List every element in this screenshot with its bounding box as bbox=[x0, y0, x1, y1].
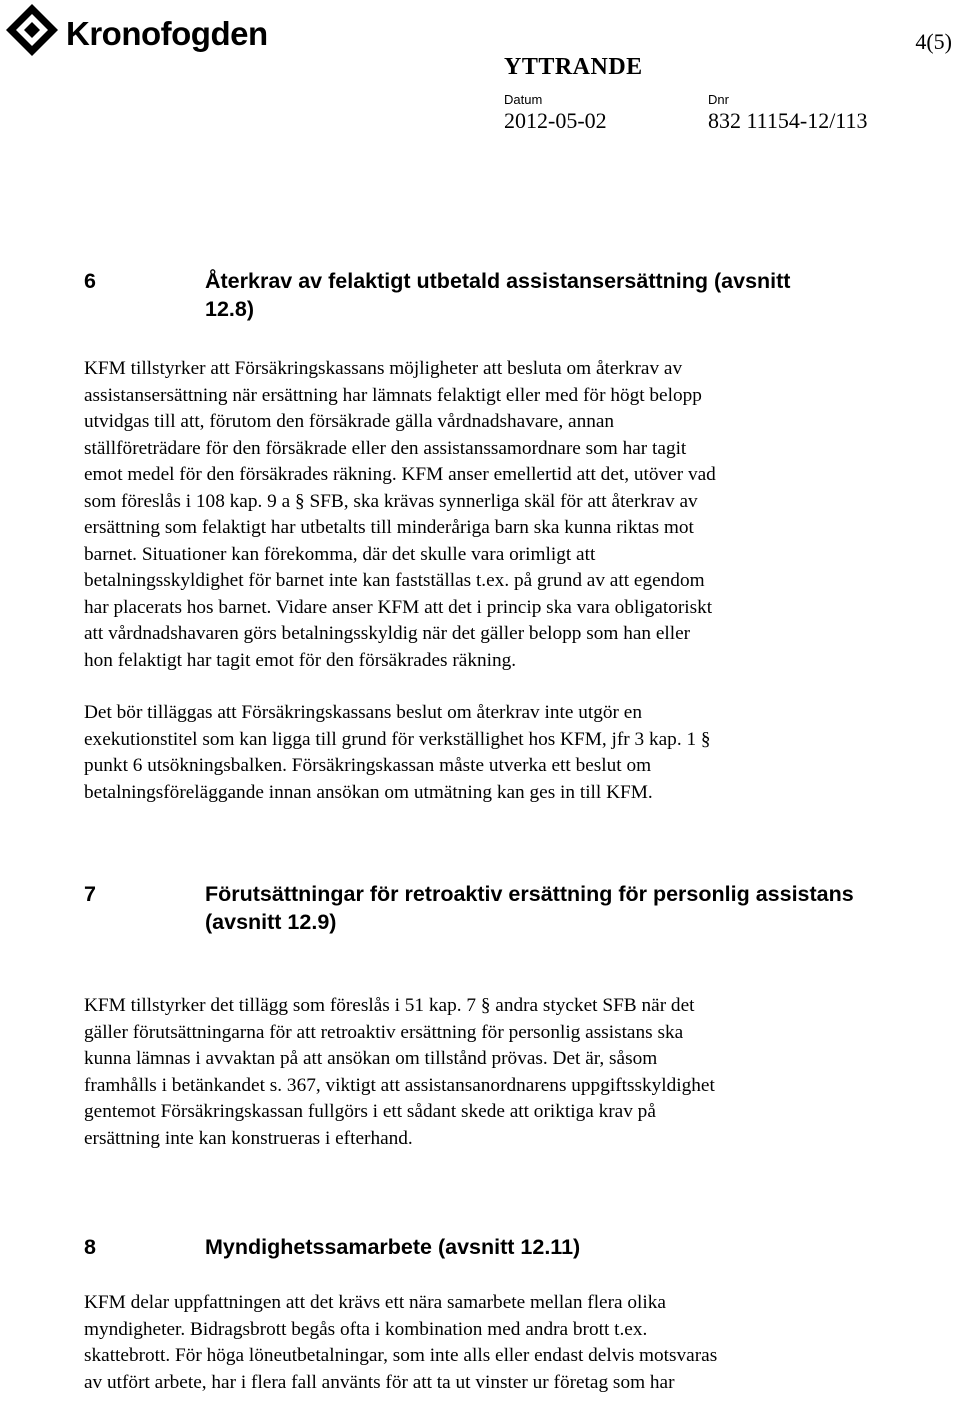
date-value: 2012-05-02 bbox=[504, 108, 607, 133]
section-title: Återkrav av felaktigt utbetald assistansersättning (avsnitt 12.8) bbox=[205, 269, 791, 321]
section-title: Myndighetssamarbete (avsnitt 12.11) bbox=[205, 1235, 581, 1259]
date-label: Datum bbox=[504, 92, 543, 107]
logo-text: Kronofogden bbox=[66, 14, 268, 52]
kronofogden-logo bbox=[4, 2, 268, 58]
section-heading bbox=[84, 1233, 854, 1261]
dnr-value: 832 11154-12/113 bbox=[708, 108, 868, 133]
page-number: 4(5) bbox=[915, 29, 952, 54]
section-8 bbox=[84, 1233, 854, 1396]
section-7 bbox=[84, 880, 854, 1152]
paragraph: Det bör tilläggas att Försäkringskassans beslut om återkrav inte utgör en exekutionstitel som kan ligga till grund för verkställighet hos KFM, jfr 3 kap. 1 § punkt 6 utsökningsbalken. Försäkringskassan måste utverka ett beslut om betalningsföreläggande innan ansökan om utmätning kan ges in till KFM. bbox=[84, 702, 711, 803]
section-heading bbox=[84, 267, 854, 323]
document-type: YTTRANDE bbox=[504, 54, 643, 80]
section-number: 8 bbox=[84, 1235, 96, 1259]
section-number: 7 bbox=[84, 882, 96, 906]
dnr-label: Dnr bbox=[708, 92, 729, 107]
section-number: 6 bbox=[84, 269, 96, 293]
section-6 bbox=[84, 267, 854, 806]
paragraph: KFM delar uppfattningen att det krävs ett nära samarbete mellan flera olika myndigheter. Bidragsbrott begås ofta i kombination med andra brott t.ex. skattebrott. För höga löneutbetalningar, som inte alls eller endast delvis motsvaras av utfört arbete, har i flera fall använts för att ta ut vinster ur företag som har bbox=[84, 1292, 718, 1393]
paragraph: KFM tillstyrker att Försäkringskassans möjligheter att besluta om återkrav av assistansersättning när ersättning har lämnats felaktigt eller med för högt belopp utvidgas till att, förutom den försäkrade gälla vårdnadshavare, annan ställföreträdare för den försäkrade eller den assistanssamordnare som har tagit emot medel för den försäkrades räkning. KFM anser emellertid att det, utöver vad som föreslås i 108 kap. 9 a § SFB, ska krävas synnerliga skäl för att återkrav av ersättning som felaktigt har utbetalts till minderåriga barn ska kunna riktas mot barnet. Situationer kan förekomma, där det skulle vara orimligt att betalningsskyldighet för barnet inte kan fastställas t.ex. på grund av att egendom har placerats hos barnet. Vidare anser KFM att det i princip ska vara obligatoriskt att vårdnadshavaren görs betalningsskyldig när det gäller belopp som han eller hon felaktigt har tagit emot för den försäkrades räkning. bbox=[84, 358, 716, 671]
section-title: Förutsättningar för retroaktiv ersättning för personlig assistans (avsnitt 12.9) bbox=[205, 882, 854, 934]
kronofogden-diamond-icon bbox=[4, 2, 60, 58]
section-heading bbox=[84, 880, 854, 936]
paragraph: KFM tillstyrker det tillägg som föreslås i 51 kap. 7 § andra stycket SFB när det gäller förutsättningarna för att retroaktiv ersättning för personlig assistans ska kunna lämnas i avvaktan på att ansökan om tillstånd prövas. Det är, såsom framhålls i betänkandet s. 367, viktigt att assistansanordnarens uppgiftsskyldighet gentemot Försäkringskassan fullgörs i ett sådant skede att oriktiga krav på ersättning inte kan konstrueras i efterhand. bbox=[84, 995, 715, 1149]
